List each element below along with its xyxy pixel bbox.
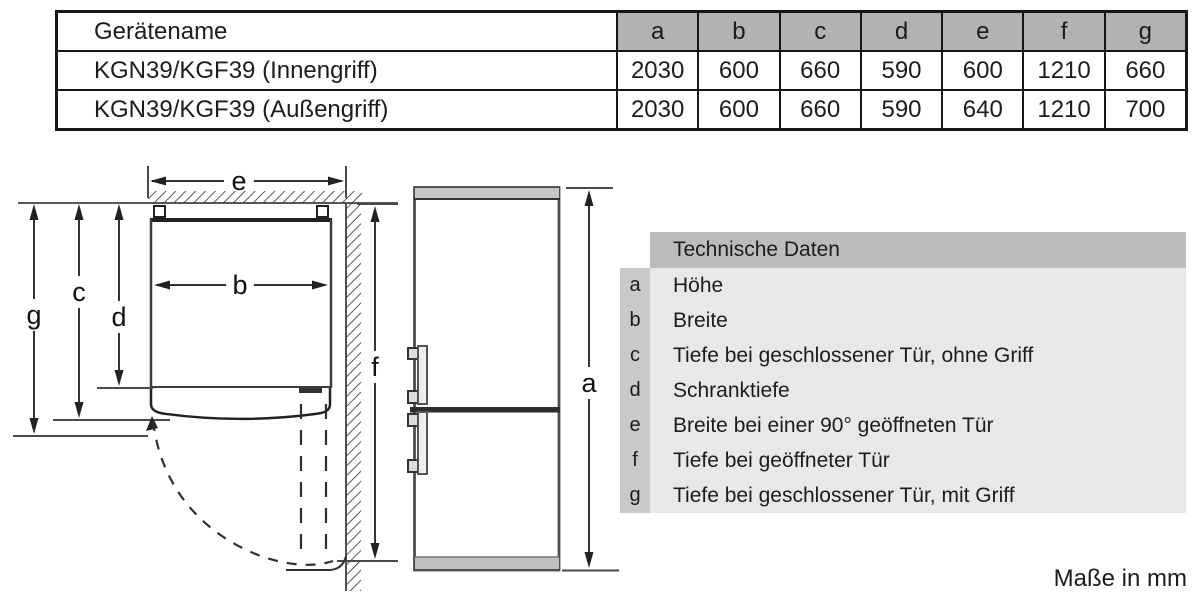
legend-row-g <box>620 478 1186 513</box>
table-header-dim-a: a <box>618 13 697 50</box>
legend-row-b <box>620 303 1186 338</box>
table-cell: 600 <box>943 52 1022 89</box>
legend-row-f <box>620 443 1186 478</box>
table-header-name: Gerätename <box>58 13 616 50</box>
legend-key: d <box>620 373 650 408</box>
dim-label-c: c <box>72 277 86 307</box>
table-cell: 660 <box>781 52 860 89</box>
technical-data-legend <box>620 232 1186 513</box>
legend-label: Schranktiefe <box>650 373 1186 408</box>
door-handle-plan <box>299 388 322 393</box>
legend-title: Technische Daten <box>650 232 1186 268</box>
hinge-left <box>154 206 165 217</box>
legend-key: b <box>620 303 650 338</box>
legend-key: g <box>620 478 650 513</box>
table-header-dim-b: b <box>699 13 778 50</box>
dimension-a <box>562 188 619 571</box>
legend-label: Tiefe bei geöffneter Tür <box>650 443 1186 478</box>
table-header-dim-d: d <box>862 13 941 50</box>
legend-label: Tiefe bei geschlossener Tür, ohne Griff <box>650 338 1186 373</box>
dimension-g <box>13 204 148 436</box>
table-row-name: KGN39/KGF39 (Außengriff) <box>58 91 616 128</box>
hinge-right <box>317 206 328 217</box>
front-view <box>408 188 619 571</box>
legend-key: f <box>620 443 650 478</box>
door-divider <box>410 407 560 413</box>
table-cell: 660 <box>1106 52 1185 89</box>
legend-row-c <box>620 338 1186 373</box>
dim-label-a: a <box>581 368 597 398</box>
legend-label: Breite bei einer 90° geöffneten Tür <box>650 408 1186 443</box>
units-note: Maße in mm <box>1053 565 1187 592</box>
dim-label-b: b <box>232 270 248 300</box>
table-row-name: KGN39/KGF39 (Innengriff) <box>58 52 616 89</box>
dim-label-g: g <box>26 300 42 330</box>
fridge-plan-outline <box>150 206 332 419</box>
table-header-dim-c: c <box>781 13 860 50</box>
table-cell: 2030 <box>618 91 697 128</box>
fridge-plinth <box>415 557 559 569</box>
table-cell: 600 <box>699 52 778 89</box>
table-cell: 660 <box>781 91 860 128</box>
legend-label: Tiefe bei geschlossener Tür, mit Griff <box>650 478 1186 513</box>
fridge-front-body <box>415 188 560 571</box>
wall-hatching <box>18 191 398 591</box>
legend-key: a <box>620 268 650 303</box>
table-cell: 590 <box>862 91 941 128</box>
legend-label: Höhe <box>650 268 1186 303</box>
table-cell: 590 <box>862 52 941 89</box>
table-cell: 2030 <box>618 52 697 89</box>
table-header-dim-e: e <box>943 13 1022 50</box>
table-cell: 1210 <box>1024 52 1103 89</box>
legend-row-d <box>620 373 1186 408</box>
table-header-dim-f: f <box>1024 13 1103 50</box>
dimension-b <box>154 270 328 300</box>
legend-key: c <box>620 338 650 373</box>
legend-key: e <box>620 408 650 443</box>
table-cell: 600 <box>699 91 778 128</box>
legend-row-a <box>620 268 1186 303</box>
legend-row-e <box>620 408 1186 443</box>
dimension-table <box>55 10 1188 131</box>
top-view <box>13 166 398 591</box>
table-cell: 1210 <box>1024 91 1103 128</box>
legend-label: Breite <box>650 303 1186 338</box>
dim-label-e: e <box>231 166 247 196</box>
dimension-drawing <box>0 148 640 600</box>
dim-label-f: f <box>371 352 379 382</box>
table-cell: 640 <box>943 91 1022 128</box>
table-header-dim-g: g <box>1106 13 1185 50</box>
dimension-d <box>97 204 153 388</box>
table-cell: 700 <box>1106 91 1185 128</box>
fridge-top-cap <box>415 188 559 198</box>
dim-label-d: d <box>111 302 127 332</box>
door-swing <box>146 404 346 570</box>
